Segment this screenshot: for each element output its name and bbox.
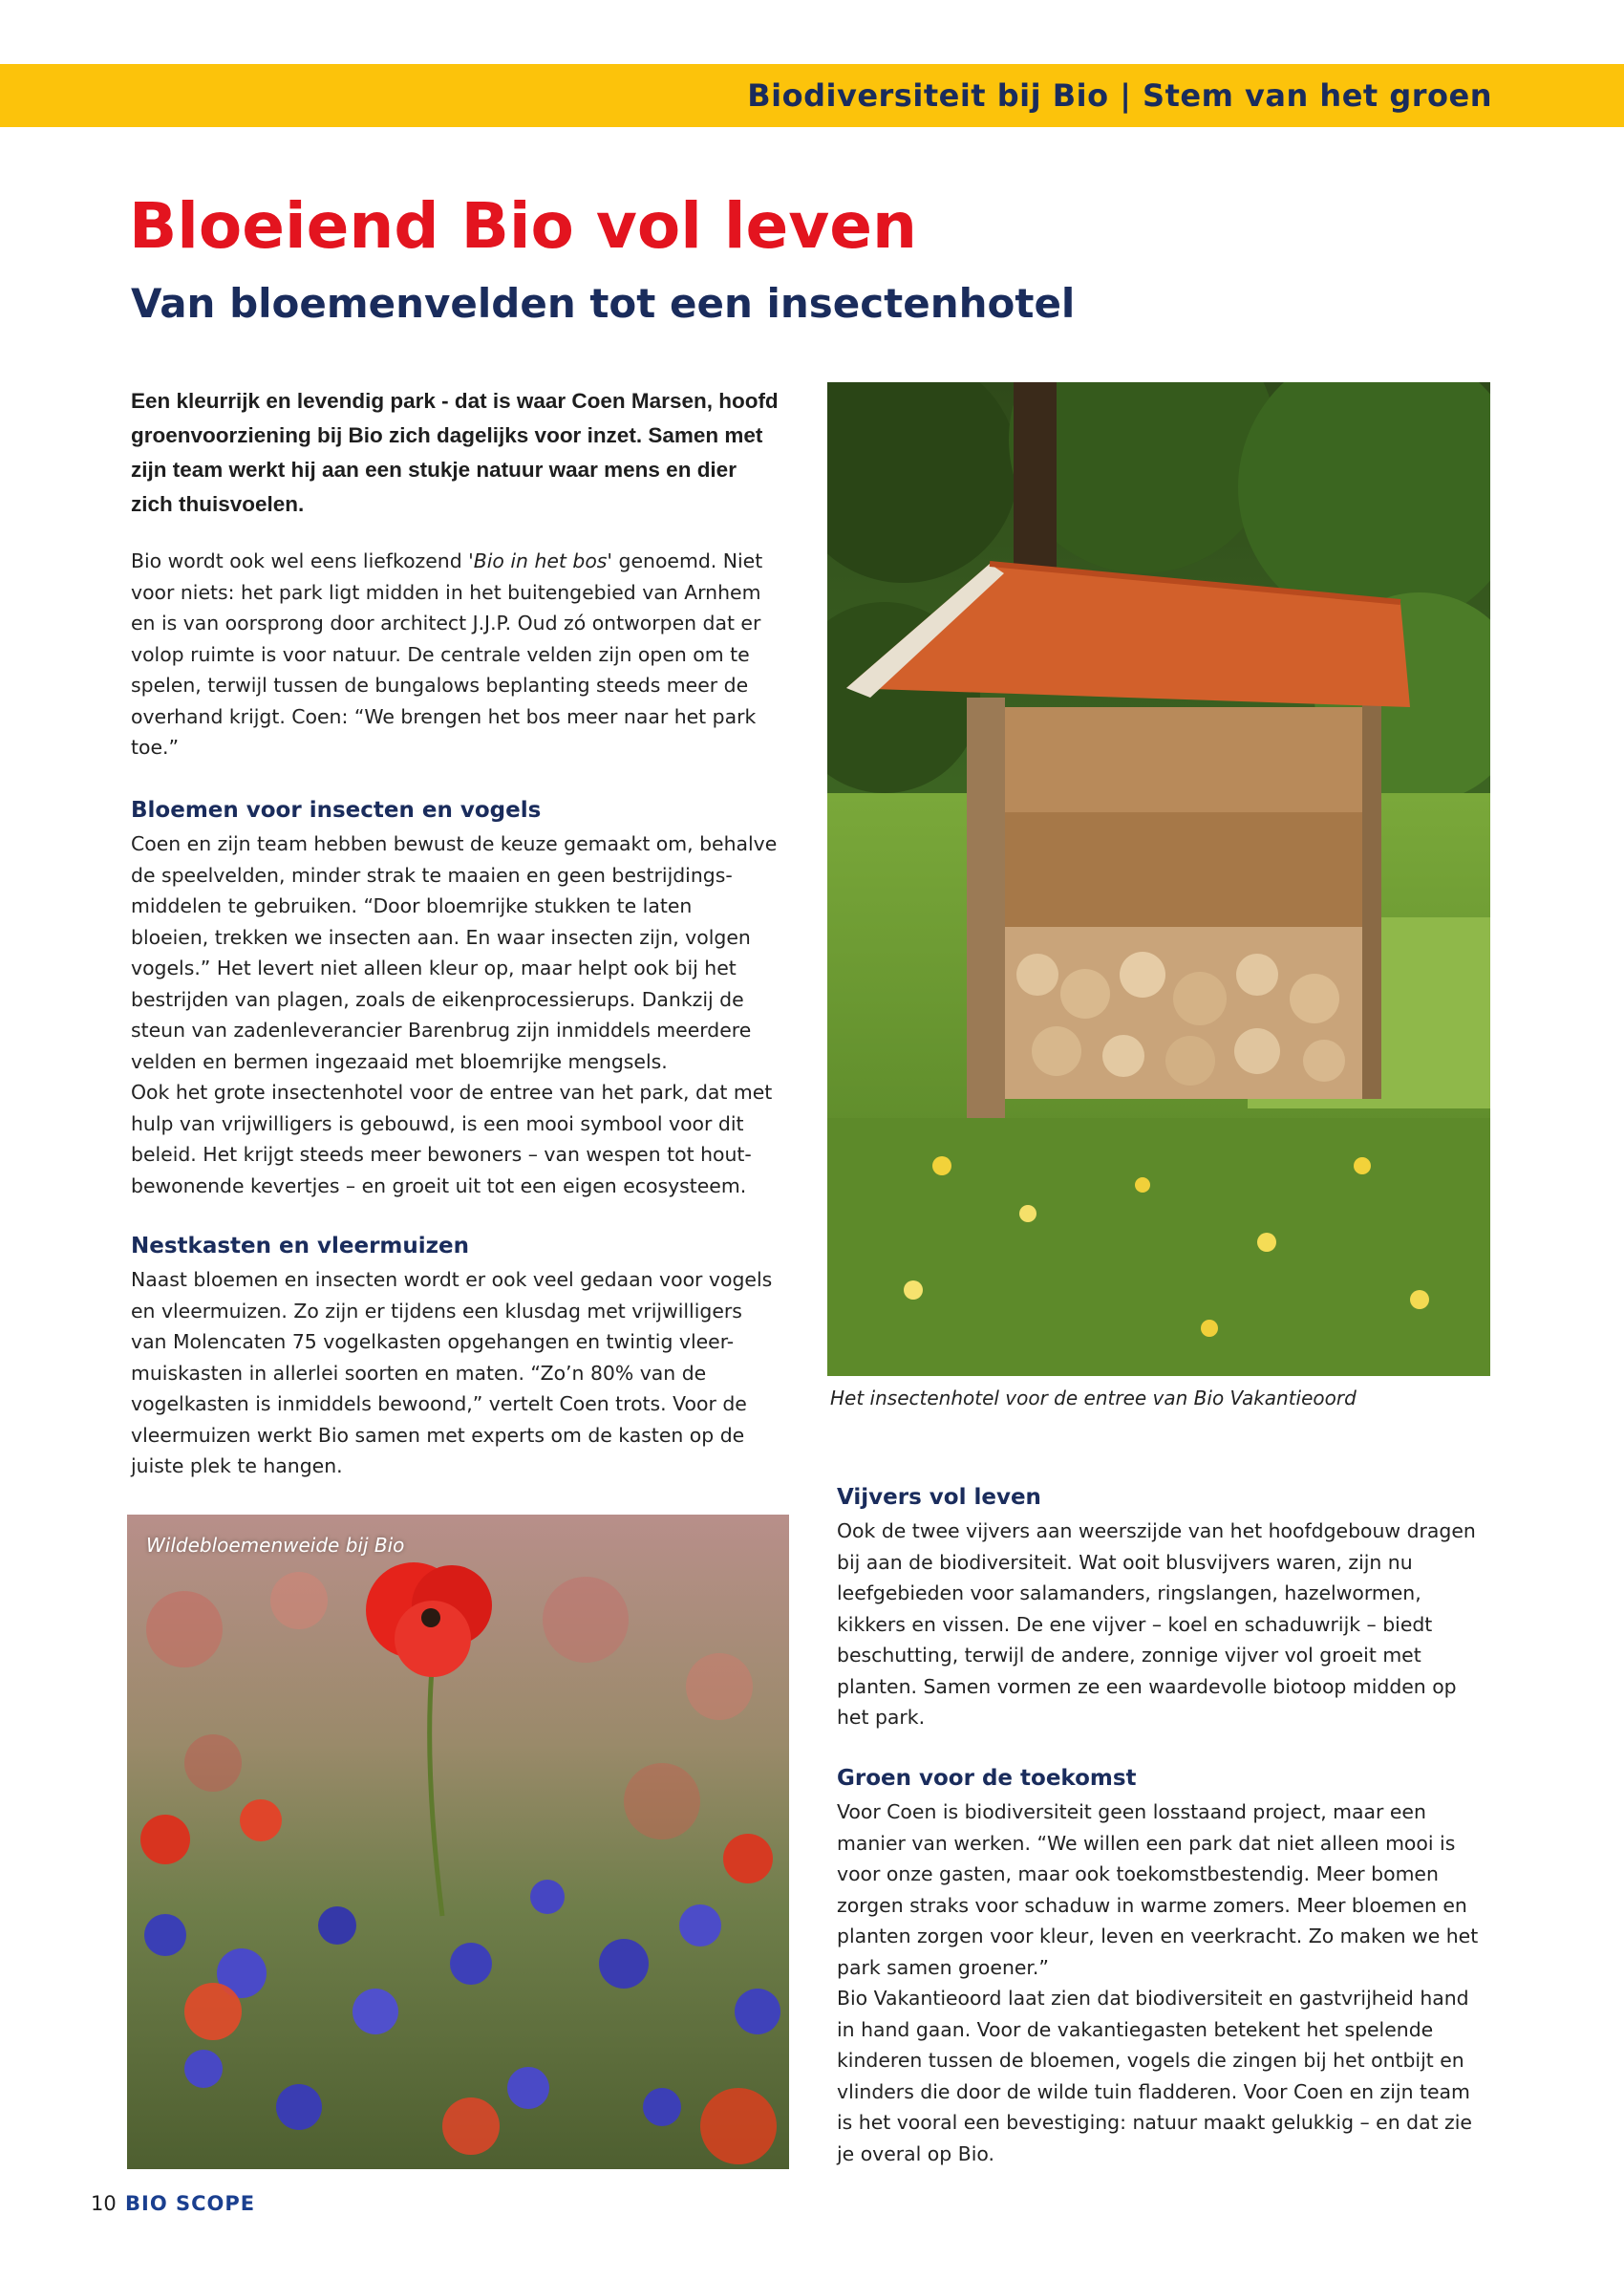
text-line: Bio wordt ook wel eens liefkozend 'Bio in het bos' genoemd. Niet	[131, 549, 763, 572]
text-line: voor onze gasten, maar ook toekomstbestendig. Meer bomen	[837, 1862, 1439, 1885]
text-line: muiskasten in allerlei soorten en maten. “Zo’n 80% van de	[131, 1361, 707, 1385]
section-toekomst-body	[837, 1796, 1478, 2169]
text-line: middelen te gebruiken. “Door bloemrijke stukken te laten	[131, 894, 693, 917]
text-line: vogels.” Het levert niet alleen kleur op, maar helpt ook bij het	[131, 957, 737, 979]
text-line: leefgebieden voor salamanders, ringslangen, hazelwormen,	[837, 1581, 1421, 1604]
insect-hotel-illustration	[827, 382, 1490, 1376]
heading-bloemen: Bloemen voor insecten en vogels	[131, 798, 542, 823]
text-line: voor niets: het park ligt midden in het buitengebied van Arnhem	[131, 580, 761, 604]
text-line: manier van werken. “We willen een park dat niet alleen mooi is	[837, 1831, 1456, 1855]
text-line: het park.	[837, 1706, 926, 1729]
text-line: vleermuizen werkt Bio samen met experts om de kasten op de	[131, 1423, 745, 1447]
text-line: toe.”	[131, 736, 180, 759]
text-line: bloeien, trekken we insecten aan. En waar insecten zijn, volgen	[131, 925, 751, 949]
text-line: planten. Samen vormen ze een waardevolle biotoop midden op	[837, 1674, 1457, 1698]
bio-scope-logo: BIO SCOPE	[125, 2192, 256, 2215]
insect-hotel-photo	[827, 382, 1490, 1376]
article-subtitle: Van bloemenvelden tot een insectenhotel	[131, 280, 1076, 327]
text-line: spelen, terwijl tussen de bungalows beplanting steeds meer de	[131, 674, 749, 697]
text-line: overhand krijgt. Coen: “We brengen het bos meer naar het park	[131, 704, 757, 728]
text-line: je overal op Bio.	[837, 2141, 994, 2165]
text-line: bestrijden van plagen, zoals de eikenprocessierups. Dankzij de	[131, 987, 744, 1011]
section-vijvers-body	[837, 1516, 1476, 1733]
text-line: bewonende kevertjes – en groeit uit tot een eigen ecosysteem.	[131, 1173, 747, 1197]
text-line: Naast bloemen en insecten wordt er ook veel gedaan voor vogels	[131, 1268, 773, 1291]
text-line: kikkers en vissen. De ene vijver – koel en schaduwrijk – biedt	[837, 1612, 1433, 1636]
text-line: en is van oorsprong door architect J.J.P. Oud zó ontworpen dat er	[131, 612, 761, 635]
text-line: is het vooral een bevestiging: natuur maakt gelukkig – en dat zie	[837, 2111, 1472, 2134]
italic-nickname: 'Bio in het bos'	[468, 549, 613, 572]
article-title: Bloeiend Bio vol leven	[129, 189, 917, 263]
text-line: beleid. Het krijgt steeds meer bewoners – van wespen tot hout-	[131, 1143, 752, 1166]
text-line: in hand gaan. Voor de vakantiegasten betekent het spelende	[837, 2017, 1434, 2041]
wildflower-photo	[127, 1515, 789, 2169]
text-line: Voor Coen is biodiversiteit geen losstaand project, maar een	[837, 1800, 1426, 1823]
section-bloemen-body	[131, 828, 777, 1201]
text-line: vlinders die door de wilde tuin fladderen. Voor Coen en zijn team	[837, 2079, 1470, 2103]
text-line: beschutting, terwijl de andere, zonnige vijver vol groeit met	[837, 1644, 1421, 1667]
text-line: park samen groener.”	[837, 1955, 1049, 1979]
paragraph-intro-body	[131, 546, 762, 764]
text-line: volop ruimte is voor natuur. De centrale velden zijn open om te	[131, 642, 750, 666]
text-line: juiste plek te hangen.	[131, 1454, 343, 1477]
text-line: bij aan de biodiversiteit. Wat ooit blusvijvers waren, zijn nu	[837, 1550, 1413, 1574]
text-line: en vleermuizen. Zo zijn er tijdens een klusdag met vrijwilligers	[131, 1299, 742, 1323]
text-line: hulp van vrijwilligers is gebouwd, is een mooi symbool voor dit	[131, 1111, 744, 1135]
text-line: zorgen straks voor schaduw in warme zomers. Meer bloemen en	[837, 1893, 1467, 1917]
section-banner	[0, 64, 1624, 127]
text-line: Bio Vakantieoord laat zien dat biodiversiteit en gastvrijheid hand	[837, 1987, 1469, 2010]
heading-toekomst: Groen voor de toekomst	[837, 1766, 1137, 1791]
article-intro: Een kleurrijk en levendig park - dat is waar Coen Marsen, hoofd groenvoorziening bij Bio zich dagelijks voor inzet. Samen met zijn team werkt hij aan een stukje natuur waar mens en dier zich thuisvoelen.	[131, 389, 779, 516]
text-line: planten zorgen voor kleur, leven en veerkracht. Zo maken we het	[837, 1925, 1479, 1947]
text-line: velden en bermen ingezaaid met bloemrijke mengsels.	[131, 1049, 668, 1073]
text-line: Coen en zijn team hebben bewust de keuze gemaakt om, behalve	[131, 832, 778, 855]
text-line: vogelkasten is inmiddels bewoond,” vertelt Coen trots. Voor de	[131, 1392, 747, 1415]
text-line: de speelvelden, minder strak te maaien en geen bestrijdings-	[131, 863, 733, 887]
wildflower-illustration	[127, 1515, 789, 2169]
text-line: kinderen tussen de bloemen, vogels die zingen bij het ontbijt en	[837, 2049, 1464, 2072]
section-label: Biodiversiteit bij Bio | Stem van het groen	[747, 77, 1492, 114]
heading-vijvers: Vijvers vol leven	[837, 1485, 1041, 1510]
text-line: steun van zadenleverancier Barenbrug zijn inmiddels meerdere	[131, 1019, 752, 1042]
text-line: Ook het grote insectenhotel voor de entree van het park, dat met	[131, 1081, 773, 1104]
wildflower-caption: Wildebloemenweide bij Bio	[146, 1534, 405, 1557]
text-line: van Molencaten 75 vogelkasten opgehangen en twintig vleer-	[131, 1330, 735, 1353]
insect-hotel-caption: Het insectenhotel voor de entree van Bio Vakantieoord	[830, 1387, 1357, 1409]
page-number: 10	[91, 2192, 117, 2215]
section-nestkasten-body	[131, 1264, 772, 1482]
heading-nestkasten: Nestkasten en vleermuizen	[131, 1234, 469, 1258]
text-line: Ook de twee vijvers aan weerszijde van het hoofdgebouw dragen	[837, 1519, 1476, 1542]
